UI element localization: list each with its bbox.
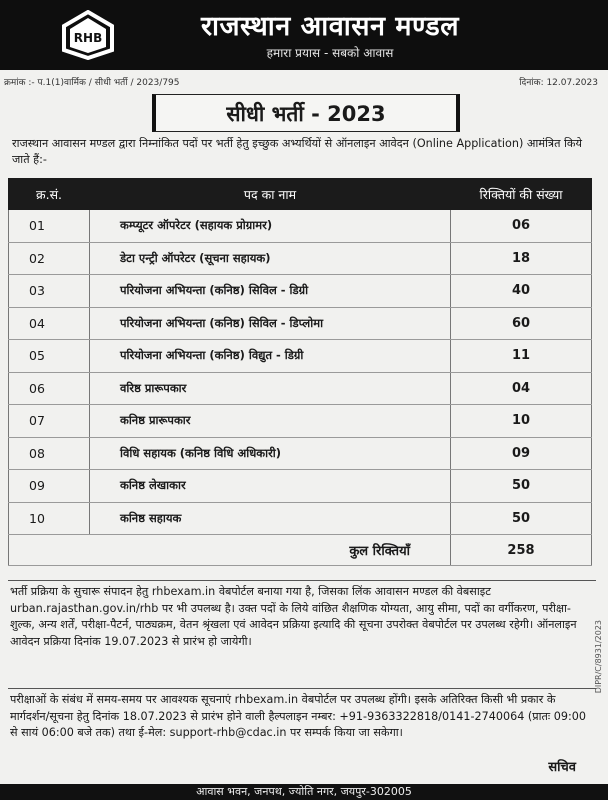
post-name-cell: परियोजना अभियन्ता (कनिष्ठ) सिविल - डिप्लोमा (90, 307, 451, 340)
serial-cell: 09 (9, 470, 90, 503)
serial-cell: 03 (9, 275, 90, 308)
vacancy-count-cell: 10 (451, 405, 592, 438)
table-row (9, 405, 592, 438)
serial-cell: 02 (9, 242, 90, 275)
total-label: कुल रिक्तियाँ (9, 535, 451, 566)
post-name-cell: कनिष्ठ सहायक (90, 502, 451, 535)
vacancy-count-cell: 60 (451, 307, 592, 340)
organization-name: राजस्थान आवासन मण्डल (200, 11, 460, 42)
dipr-code: DIPR/C/8931/2023 (594, 620, 603, 694)
vacancy-count-cell: 06 (451, 210, 592, 243)
vacancy-count-cell: 09 (451, 437, 592, 470)
post-name-cell: डेटा एन्ट्री ऑपरेटर (सूचना सहायक) (90, 242, 451, 275)
header-post-name: पद का नाम (90, 179, 451, 210)
intro-text: राजस्थान आवासन मण्डल द्वारा निम्नांकित पदों पर भर्ती हेतु इच्छुक अभ्यर्थियों से ऑनलाइन आवेदन (Online Application) आमंत्रित किये जाते हैं:- (12, 137, 582, 166)
table-row (9, 372, 592, 405)
total-value: 258 (451, 535, 592, 566)
header-vacancy-count: रिक्तियों की संख्या (451, 179, 592, 210)
serial-cell: 06 (9, 372, 90, 405)
svg-text:RHB: RHB (73, 31, 103, 45)
serial-cell: 04 (9, 307, 90, 340)
table-row (9, 242, 592, 275)
vacancy-count-cell: 50 (451, 502, 592, 535)
vacancy-count-cell: 11 (451, 340, 592, 373)
table-row (9, 437, 592, 470)
vacancy-count-cell: 04 (451, 372, 592, 405)
signatory: सचिव (548, 760, 576, 775)
notice-title: सीधी भर्ती - 2023 (226, 102, 386, 126)
rhb-logo-icon (60, 10, 116, 60)
vacancy-count-cell: 50 (451, 470, 592, 503)
title-box (152, 94, 460, 132)
helpline-note: परीक्षाओं के संबंध में समय-समय पर आवश्यक सूचनाएं rhbexam.in वेबपोर्टल पर उपलब्ध होंगी। इसके अतिरिक्त किसी भी प्रकार के मार्गदर्शन/सूचना हेतु दिनांक 18.07.2023 से प्रारंभ होने वाली हैल्पलाइन नम्बर: +91-9363322818/0141-2740064 (प्रातः 09:00 से सायं 06:00 बजे तक) तथा ई-मेल: support-rhb@cdac.in पर सम्पर्क किया जा सकेगा। (10, 693, 586, 739)
post-name-cell: कनिष्ठ प्रारूपकार (90, 405, 451, 438)
process-note: भर्ती प्रक्रिया के सुचारू संपादन हेतु rhbexam.in वेबपोर्टल बनाया गया है, जिसका लिंक आवासन मण्डल की वेबसाइट urban.rajasthan.gov.in/rhb पर भी उपलब्ध है। उक्त पदों के लिये वांछित शैक्षणिक योग्यता, आयु सीमा, पदों का वर्गीकरण, परीक्षा-शुल्क, अन्य शर्तें, परीक्षा-पैटर्न, पाठ्यक्रम, वेतन श्रृंखला एवं आवेदन प्रक्रिया इत्यादि की सूचना उपरोक्त वेबपोर्टल पर उपलब्ध रहेगी। ऑनलाइन आवेदन प्रक्रिया दिनांक 19.07.2023 से प्रारंभ हो जायेगी। (10, 585, 577, 648)
serial-cell: 01 (9, 210, 90, 243)
vacancy-count-cell: 40 (451, 275, 592, 308)
serial-cell: 10 (9, 502, 90, 535)
table-row (9, 210, 592, 243)
table-row (9, 275, 592, 308)
table-row (9, 340, 592, 373)
footer-address: आवास भवन, जनपथ, ज्योति नगर, जयपुर-302005 (196, 785, 412, 798)
table-row (9, 502, 592, 535)
notice-date: दिनांक: 12.07.2023 (519, 78, 598, 88)
reference-number: क्रमांक :- प.1(1)वार्मिक / सीधी भर्ती / 2023/795 (4, 78, 180, 88)
serial-cell: 08 (9, 437, 90, 470)
post-name-cell: परियोजना अभियन्ता (कनिष्ठ) विद्युत - डिग्री (90, 340, 451, 373)
post-name-cell: विधि सहायक (कनिष्ठ विधि अधिकारी) (90, 437, 451, 470)
divider (8, 580, 596, 581)
vacancy-table (8, 178, 592, 566)
total-row (9, 535, 592, 566)
footer-bar (0, 784, 608, 800)
post-name-cell: कनिष्ठ लेखाकार (90, 470, 451, 503)
table-header-row (9, 179, 592, 210)
table-row (9, 470, 592, 503)
post-name-cell: वरिष्ठ प्रारूपकार (90, 372, 451, 405)
header-banner (0, 0, 608, 70)
vacancy-count-cell: 18 (451, 242, 592, 275)
divider (8, 688, 596, 689)
serial-cell: 05 (9, 340, 90, 373)
post-name-cell: परियोजना अभियन्ता (कनिष्ठ) सिविल - डिग्री (90, 275, 451, 308)
serial-cell: 07 (9, 405, 90, 438)
post-name-cell: कम्प्यूटर ऑपरेटर (सहायक प्रोग्रामर) (90, 210, 451, 243)
tagline: हमारा प्रयास - सबको आवास (266, 46, 394, 60)
table-row (9, 307, 592, 340)
header-serial: क्र.सं. (9, 179, 90, 210)
